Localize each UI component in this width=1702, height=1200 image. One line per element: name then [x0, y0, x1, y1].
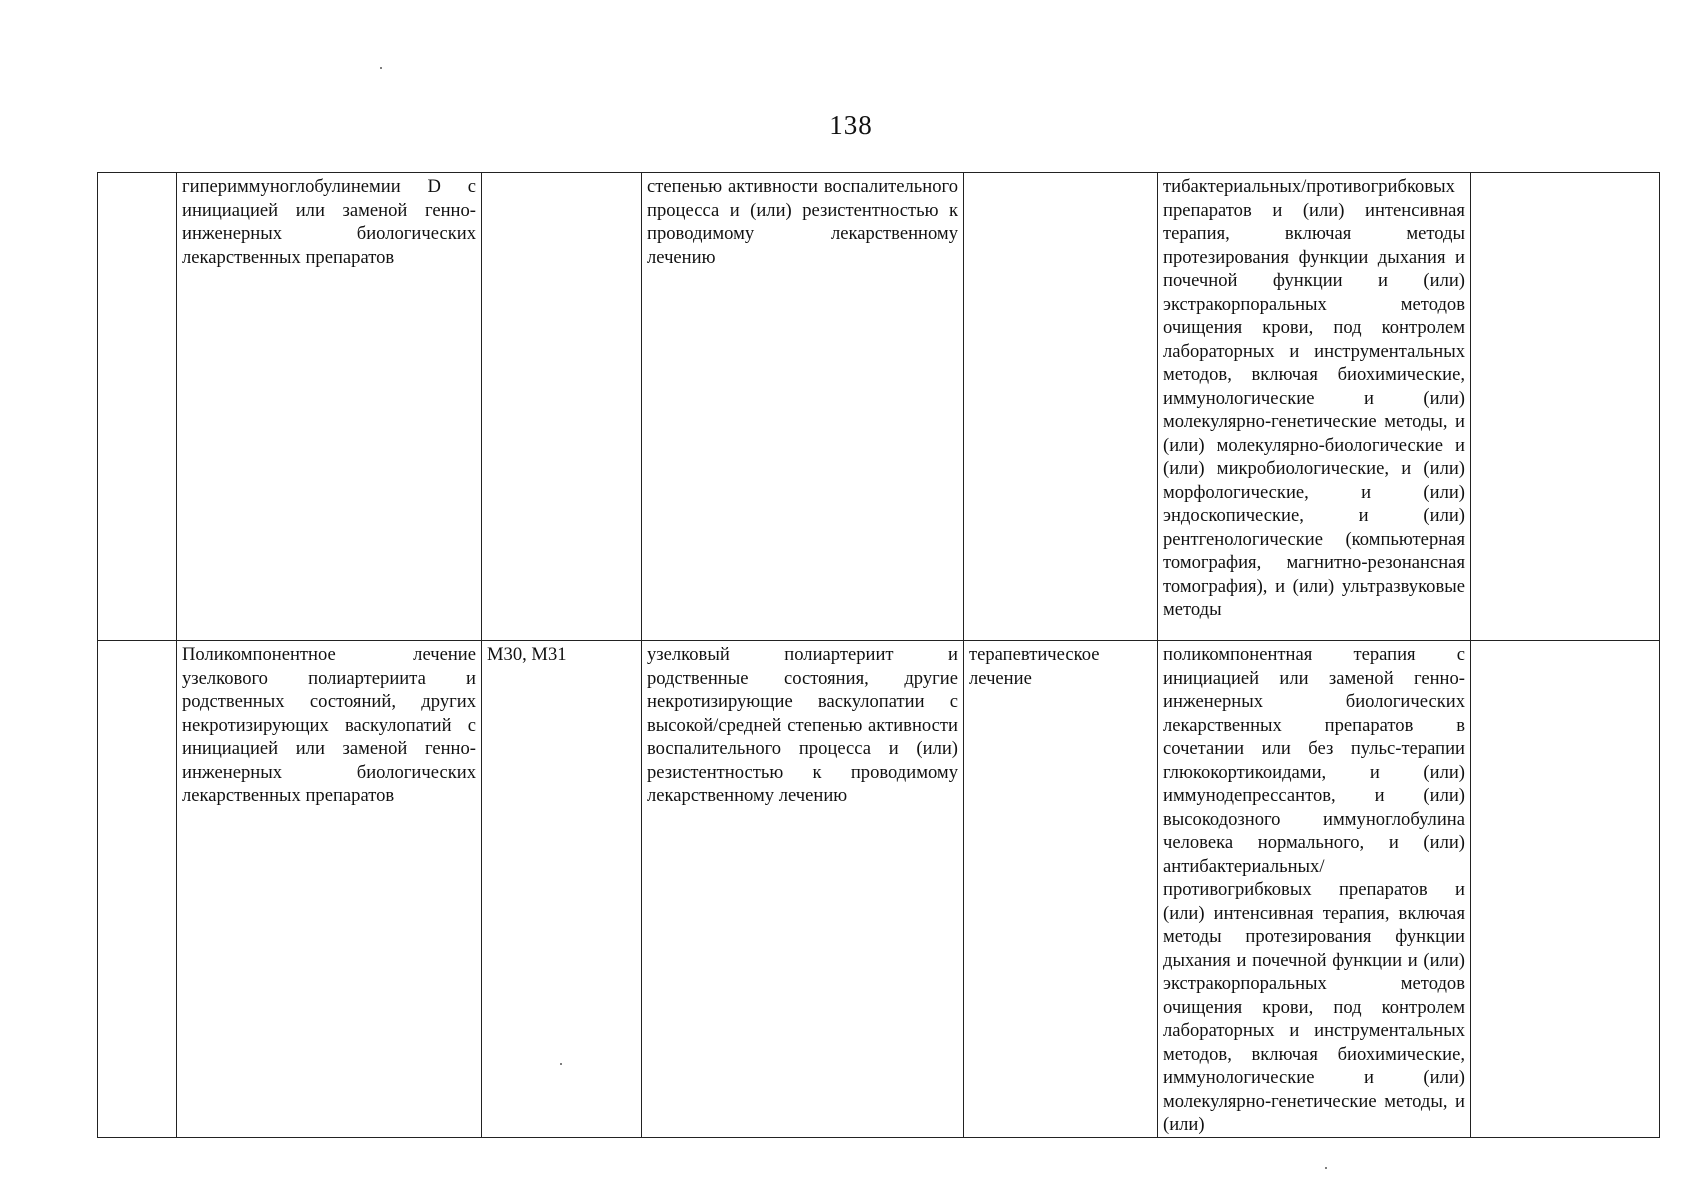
treatment-kind-cell — [964, 173, 1158, 641]
treatment-method-cell: поликомпонентная терапия с инициацией или заменой генно-инженерных биологических лекарственных препаратов в сочетании или без пульс-терапии глюкокортикоидами, и (или) иммунодепрессантов, и (или) высокодозного иммуноглобулина человека нормального, и (или) антибактериальных/противогрибковых препаратов и (или) интенсивная терапия, включая методы протезирования функции дыхания и почечной функции и (или) экстракорпоральных методов очищения крови, под контролем лабораторных и инструментальных методов, включая биохимические, иммунологические и (или) молекулярно-генетические методы, и (или) — [1158, 641, 1471, 1138]
document-table — [97, 172, 1659, 1135]
table-row — [98, 173, 1660, 641]
row-number-cell — [98, 173, 177, 641]
cost-cell — [1471, 173, 1660, 641]
treatment-kind-cell: терапевтическое лечение — [964, 641, 1158, 1138]
icd-codes-cell: M30, M31 — [482, 641, 642, 1138]
treatment-method-cell: тибактериальных/противогрибковых препаратов и (или) интенсивная терапия, включая методы протезирования функции дыхания и почечной функции и (или) экстракорпоральных методов очищения крови, под контролем лабораторных и инструментальных методов, включая биохимические, иммунологические и (или) молекулярно-генетические методы, и (или) молекулярно-биологические и (или) микробиологические, и (или) морфологические, и (или) эндоскопические, и (или) рентгенологические (компьютерная томография, магнитно-резонансная томография), и (или) ультразвуковые методы — [1158, 173, 1471, 641]
table-row — [98, 641, 1660, 1138]
patient-model-cell: узелковый полиартериит и родственные состояния, другие некротизирующие васкулопатии с высокой/средней степенью активности воспалительного процесса и (или) резистентностью к проводимому лекарственному лечению — [642, 641, 964, 1138]
scan-speck — [1325, 1167, 1327, 1169]
icd-codes-cell — [482, 173, 642, 641]
cost-cell — [1471, 641, 1660, 1138]
patient-model-cell: степенью активности воспалительного процесса и (или) резистентностью к проводимому лекарственному лечению — [642, 173, 964, 641]
row-number-cell — [98, 641, 177, 1138]
treatment-name-cell: гипериммуноглобулинемии D с инициацией или заменой генно-инженерных биологических лекарственных препаратов — [177, 173, 482, 641]
scan-speck — [380, 67, 382, 69]
treatment-name-cell: Поликомпонентное лечение узелкового полиартериита и родственных состояний, других некротизирующих васкулопатий с инициацией или заменой генно-инженерных биологических лекарственных препаратов — [177, 641, 482, 1138]
page-number: 138 — [829, 110, 873, 140]
